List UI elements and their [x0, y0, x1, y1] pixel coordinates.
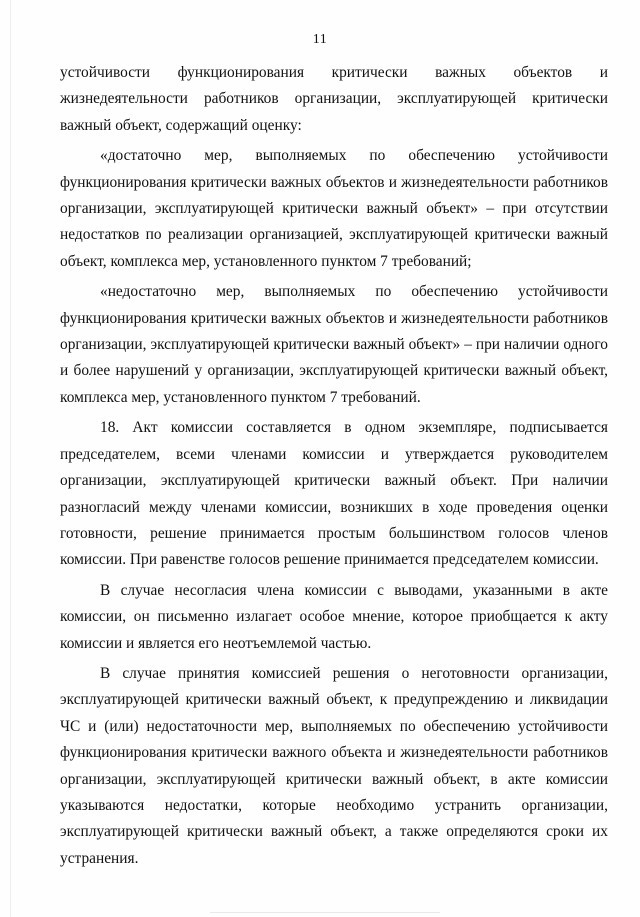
paragraph-continuation: устойчивости функционирования критически важных объектов и жизнедеятельности работников организации, эксплуатирующей критически важный объект, содержащий оценку:	[60, 64, 608, 134]
paragraph-unreadiness-decision: В случае принятия комиссией решения о неготовности организации, эксплуатирующей критически важный объект, к предупреждению и ликвидации ЧС и (или) недостаточности мер, выполняемых по обеспечению устойчивости функционирования критически важного объекта и жизнедеятельности работников организации, эксплуатирующей критически важный объект, в акте комиссии указываются недостатки, которые необходимо устранить организации, эксплуатирующей критически важный объект, а также определяются сроки их устранения.	[60, 664, 608, 867]
scan-bottom-line	[210, 912, 440, 913]
paragraph-sufficient-assessment: «достаточно мер, выполняемых по обеспечению устойчивости функционирования критически важных объектов и жизнедеятельности работников организации, эксплуатирующей критически важный объект» – при отсутствии недостатков по реализации организацией, эксплуатирующей критически важный объект, комплекса мер, установленного пунктом 7 требований;	[60, 147, 608, 270]
document-body	[60, 60, 608, 872]
scan-edge-line	[10, 0, 11, 917]
paragraph-dissenting-opinion: В случае несогласия члена комиссии с выводами, указанными в акте комиссии, он письменно излагает особое мнение, которое приобщается к акту комиссии и является его неотъемлемой частью.	[60, 581, 608, 652]
page-number: 11	[312, 32, 328, 47]
paragraph-insufficient-assessment: «недостаточно мер, выполняемых по обеспечению устойчивости функционирования критически важных объектов и жизнедеятельности работников организации, эксплуатирующей критически важный объект» – при наличии одного и более нарушений у организации, эксплуатирующей критически важный объект, комплекса мер, установленного пунктом 7 требований.	[60, 283, 608, 406]
paragraph-18-commission-act: 18. Акт комиссии составляется в одном экземпляре, подписывается председателем, всеми членами комиссии и утверждается руководителем организации, эксплуатирующей критически важный объект. При наличии разногласий между членами комиссии, возникших в ходе проведения оценки готовности, решение принимается простым большинством голосов членов комиссии. При равенстве голосов решение принимается председателем комиссии.	[60, 419, 608, 569]
